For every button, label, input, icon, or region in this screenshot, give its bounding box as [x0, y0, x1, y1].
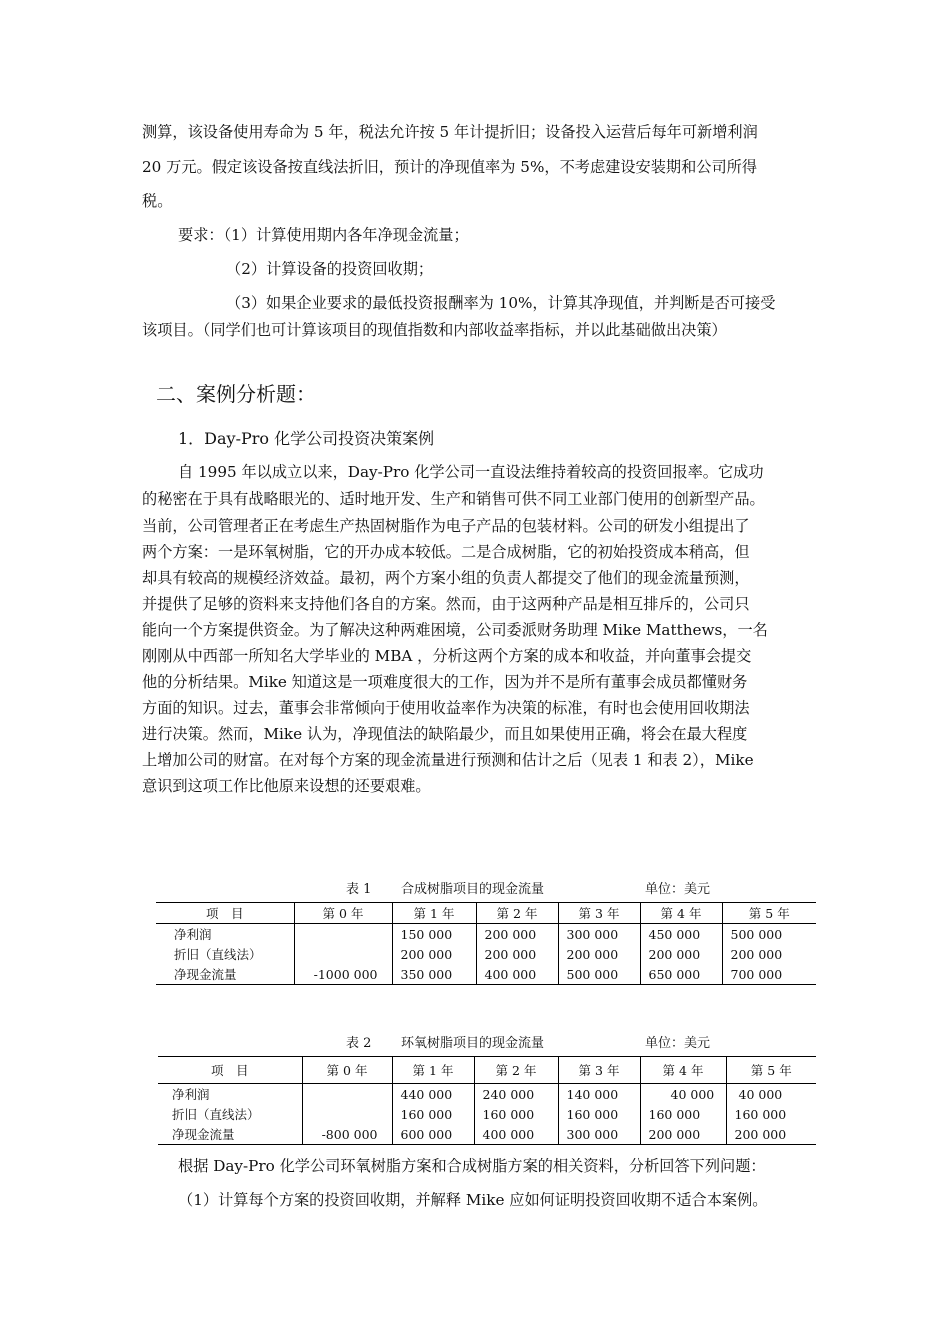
table2-cell: 600 000 [392, 1124, 474, 1145]
table1-cell: 450 000 [640, 924, 722, 945]
table2-cell: 40 000 [726, 1084, 816, 1105]
table2-header: 第 3 年 [558, 1057, 640, 1084]
table1-header-row [156, 903, 816, 924]
case-paragraph-line: 自 1995 年以成立以来，Day-Pro 化学公司一直设法维持着较高的投资回报率。它成功 [178, 463, 764, 481]
table1-caption-number: 表 1 [346, 882, 372, 897]
case-paragraph-line: 两个方案：一是环氧树脂，它的开办成本较低。二是合成树脂，它的初始投资成本稍高，但 [142, 543, 750, 561]
table1-cell: 200 000 [640, 944, 722, 964]
intro-line: 测算，该设备使用寿命为 5 年，税法允许按 5 年计提折旧；设备投入运营后每年可新增利润 [142, 123, 758, 141]
table2-cell: 400 000 [474, 1124, 558, 1145]
question-intro: 根据 Day-Pro 化学公司环氧树脂方案和合成树脂方案的相关资料，分析回答下列问题： [178, 1157, 766, 1175]
table2-cell: 240 000 [474, 1084, 558, 1105]
section-heading: 二、案例分析题： [156, 382, 316, 406]
table-row [156, 924, 816, 945]
requirement-3-cont: 该项目。（同学们也可计算该项目的现值指数和内部收益率指标，并以此基础做出决策） [142, 321, 727, 339]
table2-caption-title: 环氧树脂项目的现金流量 [401, 1036, 545, 1051]
table2-row-label: 折旧（直线法） [172, 1107, 260, 1122]
table1-cell: 200 000 [558, 944, 640, 964]
table2-caption-number: 表 2 [346, 1036, 372, 1051]
table2-header: 第 4 年 [640, 1057, 726, 1084]
table2-header: 项 目 [158, 1057, 302, 1084]
table1-header: 第 2 年 [476, 903, 558, 924]
table1-header: 项 目 [156, 903, 294, 924]
table2-cell: 200 000 [726, 1124, 816, 1145]
table2-cell [302, 1084, 392, 1105]
case-paragraph-line: 却具有较高的规模经济效益。最初，两个方案小组的负责人都提交了他们的现金流量预测， [142, 569, 750, 587]
table1-header: 第 3 年 [558, 903, 640, 924]
table1-cell: 650 000 [640, 964, 722, 985]
table2-cash-flow [158, 1056, 816, 1145]
case-paragraph-line: 意识到这项工作比他原来设想的还要艰难。 [142, 777, 431, 795]
requirement-1: 要求：（1）计算使用期内各年净现金流量； [178, 226, 469, 244]
table-row [158, 1084, 816, 1105]
case-paragraph-line: 的秘密在于具有战略眼光的、适时地开发、生产和销售可供不同工业部门使用的创新型产品。 [142, 490, 765, 508]
table2-row-label: 净现金流量 [158, 1124, 302, 1145]
table1-cell: 200 000 [476, 924, 558, 945]
table1-header: 第 4 年 [640, 903, 722, 924]
table2-cell: 160 000 [558, 1104, 640, 1124]
table2-row-label: 净利润 [172, 1087, 210, 1102]
requirement-2: （2）计算设备的投资回收期； [226, 260, 434, 278]
table2-header: 第 2 年 [474, 1057, 558, 1084]
case-title: 1．Day-Pro 化学公司投资决策案例 [178, 429, 435, 448]
table2-cell: 160 000 [474, 1104, 558, 1124]
table-row [156, 964, 816, 985]
table1-cash-flow [156, 902, 816, 985]
table1-cell: 350 000 [392, 964, 476, 985]
table2-cell: 160 000 [726, 1104, 816, 1124]
table2-header: 第 5 年 [726, 1057, 816, 1084]
table2-cell: 140 000 [558, 1084, 640, 1105]
table1-cell: 200 000 [722, 944, 816, 964]
table1-cell: 200 000 [392, 944, 476, 964]
requirement-3: （3）如果企业要求的最低投资报酬率为 10%，计算其净现值，并判断是否可接受 [226, 294, 776, 312]
table-row [156, 944, 816, 964]
table2-header: 第 0 年 [302, 1057, 392, 1084]
table1-cell: 150 000 [392, 924, 476, 945]
table1-caption-title: 合成树脂项目的现金流量 [401, 882, 545, 897]
table1-caption-unit: 单位：美元 [645, 882, 711, 897]
case-paragraph-line: 方面的知识。过去，董事会非常倾向于使用收益率作为决策的标准，有时也会使用回收期法 [142, 699, 750, 717]
case-paragraph-line: 他的分析结果。Mike 知道这是一项难度很大的工作，因为并不是所有董事会成员都懂财务 [142, 673, 748, 691]
case-paragraph-line: 上增加公司的财富。在对每个方案的现金流量进行预测和估计之后（见表 1 和表 2），Mike [142, 751, 754, 769]
table2-cell: 40 000 [640, 1084, 726, 1105]
table1-cell: -1000 000 [294, 964, 392, 985]
table1-row-label: 净利润 [174, 927, 212, 942]
table1-cell: 300 000 [558, 924, 640, 945]
table1-row-label: 折旧（直线法） [174, 947, 262, 962]
table1-header: 第 0 年 [294, 903, 392, 924]
table1-cell: 500 000 [722, 924, 816, 945]
intro-line: 20 万元。假定该设备按直线法折旧，预计的净现值率为 5%，不考虑建设安装期和公司所得 [142, 158, 758, 176]
case-paragraph-line: 当前，公司管理者正在考虑生产热固树脂作为电子产品的包装材料。公司的研发小组提出了 [142, 517, 750, 535]
table2-cell: -800 000 [302, 1124, 392, 1145]
case-paragraph-line: 并提供了足够的资料来支持他们各自的方案。然而，由于这两种产品是相互排斥的，公司只 [142, 595, 750, 613]
table2-header: 第 1 年 [392, 1057, 474, 1084]
question-1: （1）计算每个方案的投资回收期，并解释 Mike 应如何证明投资回收期不适合本案例。 [178, 1191, 768, 1209]
intro-line: 税。 [142, 192, 173, 210]
table1-cell: 500 000 [558, 964, 640, 985]
table1-cell [294, 924, 392, 945]
table1-cell: 200 000 [476, 944, 558, 964]
table2-cell: 160 000 [640, 1104, 726, 1124]
table2-cell: 440 000 [392, 1084, 474, 1105]
table1-row-label: 净现金流量 [156, 964, 294, 985]
table1-cell: 700 000 [722, 964, 816, 985]
table-row [158, 1124, 816, 1145]
case-paragraph-line: 进行决策。然而，Mike 认为，净现值法的缺陷最少，而且如果使用正确，将会在最大程度 [142, 725, 748, 743]
table2-cell: 300 000 [558, 1124, 640, 1145]
table1-cell: 400 000 [476, 964, 558, 985]
table1-cell [294, 944, 392, 964]
table2-cell: 200 000 [640, 1124, 726, 1145]
table1-header: 第 1 年 [392, 903, 476, 924]
case-paragraph-line: 能向一个方案提供资金。为了解决这种两难困境，公司委派财务助理 Mike Matthews，一名 [142, 621, 768, 639]
table2-cell [302, 1104, 392, 1124]
table1-header: 第 5 年 [722, 903, 816, 924]
table2-cell: 160 000 [392, 1104, 474, 1124]
table2-caption-unit: 单位：美元 [645, 1036, 711, 1051]
table-row [158, 1104, 816, 1124]
case-paragraph-line: 刚刚从中西部一所知名大学毕业的 MBA ，分析这两个方案的成本和收益，并向董事会提交 [142, 647, 752, 665]
table2-header-row [158, 1057, 816, 1084]
